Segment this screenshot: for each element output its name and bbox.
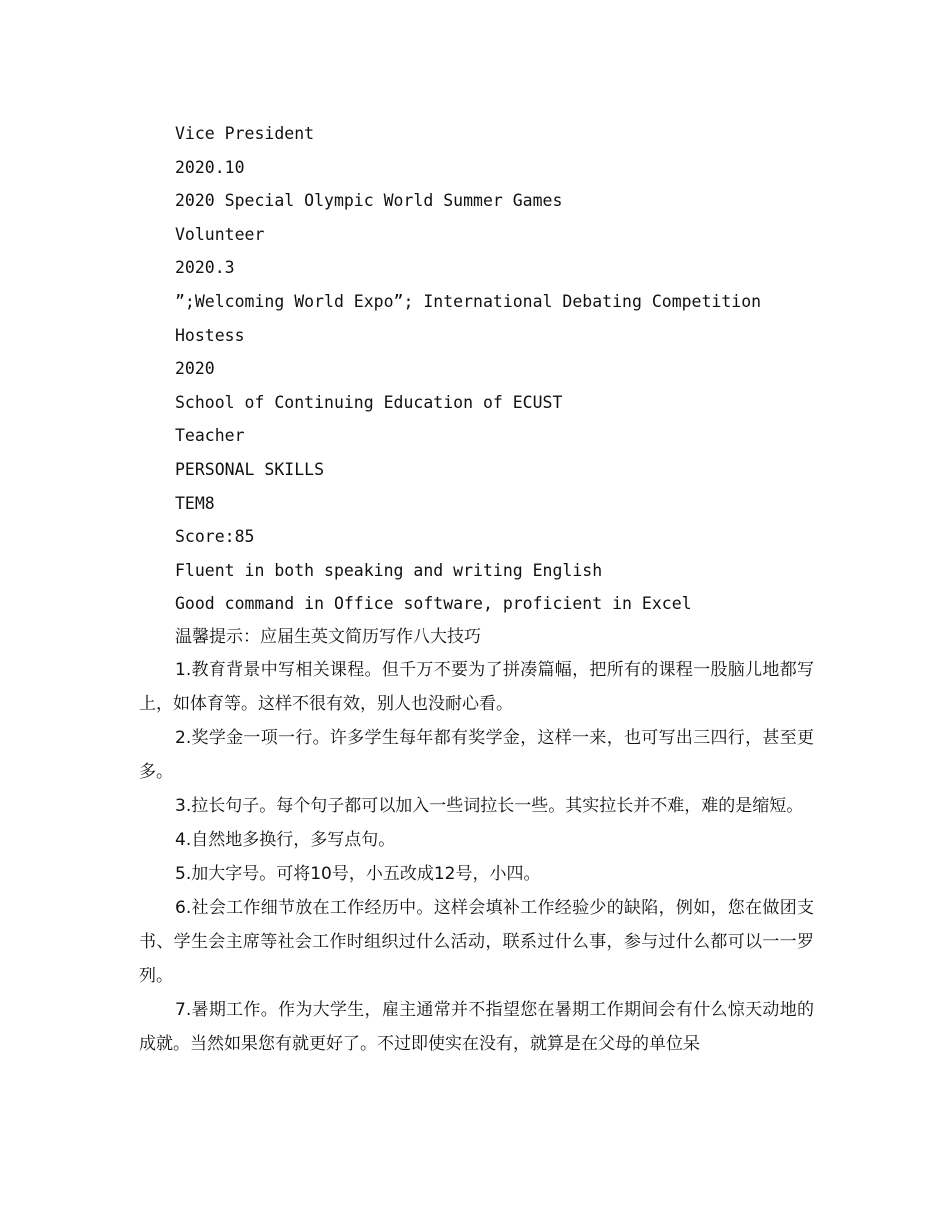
tip-paragraph: 6.社会工作细节放在工作经历中。这样会填补工作经验少的缺陷，例如，您在做团支书、学生会主席等社会工作时组织过什么活动，联系过什么事，参与过什么都可以一一罗列。 — [139, 898, 814, 986]
resume-line: 2020.10 — [175, 157, 245, 177]
resume-line: Vice President — [175, 124, 315, 143]
resume-line: School of Continuing Education of ECUST — [175, 392, 563, 412]
tip-paragraph: 4.自然地多换行，多写点句。 — [175, 830, 396, 850]
tip-paragraph: 3.拉长句子。每个句子都可以加入一些词拉长一些。其实拉长并不难，难的是缩短。 — [175, 796, 804, 816]
resume-line: 2020.3 — [175, 258, 235, 278]
resume-line: Good command in Office software, proficient in Excel — [175, 594, 692, 614]
tip-paragraph: 1.教育背景中写相关课程。但千万不要为了拼凑篇幅，把所有的课程一股脑儿地都写上，如体育等。这样不很有效，别人也没耐心看。 — [139, 660, 814, 714]
tip-paragraph: 2.奖学金一项一行。许多学生每年都有奖学金，这样一来，也可写出三四行，甚至更多。 — [139, 728, 814, 782]
resume-line: 2020 — [175, 359, 215, 379]
tip-paragraph: 5.加大字号。可将10号，小五改成12号，小四。 — [175, 864, 541, 884]
resume-line: 2020 Special Olympic World Summer Games — [175, 191, 563, 211]
resume-line: Volunteer — [175, 224, 265, 244]
resume-line: Score:85 — [175, 527, 255, 547]
resume-line: Fluent in both speaking and writing English — [175, 560, 603, 580]
resume-line: Hostess — [175, 325, 245, 345]
section-heading-personal-skills: PERSONAL SKILLS — [175, 459, 325, 479]
tips-title: 温馨提示：应届生英文简历写作八大技巧 — [175, 627, 481, 647]
tips-list — [139, 653, 814, 1061]
resume-line: TEM8 — [175, 493, 215, 513]
resume-section — [175, 117, 855, 621]
resume-line: ”;Welcoming World Expo”; International Debating Competition — [175, 291, 762, 311]
tip-paragraph: 7.暑期工作。作为大学生，雇主通常并不指望您在暑期工作期间会有什么惊天动地的成就。当然如果您有就更好了。不过即使实在没有，就算是在父母的单位呆 — [139, 1000, 814, 1054]
resume-line: Teacher — [175, 426, 245, 446]
